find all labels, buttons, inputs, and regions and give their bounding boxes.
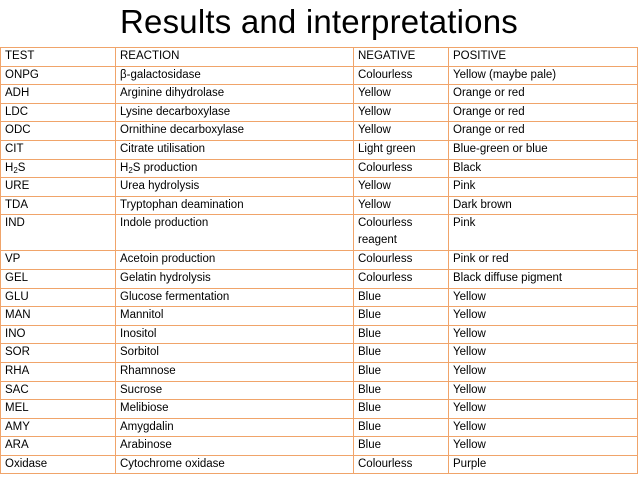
table-row (1, 400, 638, 419)
cell-negative: Colourless (354, 66, 449, 85)
cell-reaction: Tryptophan deamination (116, 196, 354, 215)
cell-negative: Colourless (354, 251, 449, 270)
cell-positive: Yellow (449, 437, 638, 456)
cell-test: INO (1, 325, 116, 344)
cell-test: SAC (1, 381, 116, 400)
cell-test: GLU (1, 288, 116, 307)
table-row (1, 85, 638, 104)
cell-positive: Yellow (449, 344, 638, 363)
cell-test: GEL (1, 269, 116, 288)
results-table (0, 47, 638, 474)
cell-negative: Light green (354, 140, 449, 159)
cell-reaction: Cytochrome oxidase (116, 455, 354, 474)
cell-positive: Yellow (449, 307, 638, 326)
table-row (1, 196, 638, 215)
cell-test: CIT (1, 140, 116, 159)
cell-reaction: Arginine dihydrolase (116, 85, 354, 104)
cell-negative: Colourless (354, 269, 449, 288)
cell-positive: Orange or red (449, 85, 638, 104)
cell-negative: Blue (354, 400, 449, 419)
table-row (1, 288, 638, 307)
cell-reaction: Rhamnose (116, 362, 354, 381)
table-row (1, 455, 638, 474)
table-row (1, 269, 638, 288)
header-positive: POSITIVE (449, 48, 638, 67)
cell-positive: Yellow (449, 362, 638, 381)
h2s-s: S (17, 161, 26, 174)
cell-test: URE (1, 178, 116, 197)
table-row (1, 307, 638, 326)
h2s-h: H (120, 161, 129, 174)
table-row (1, 66, 638, 85)
cell-reaction: Sorbitol (116, 344, 354, 363)
table-row (1, 159, 638, 178)
cell-test: IND (1, 215, 116, 251)
cell-reaction: Arabinose (116, 437, 354, 456)
cell-positive: Pink or red (449, 251, 638, 270)
cell-reaction: Urea hydrolysis (116, 178, 354, 197)
cell-reaction: Lysine decarboxylase (116, 103, 354, 122)
cell-positive: Yellow (maybe pale) (449, 66, 638, 85)
cell-reaction: Ornithine decarboxylase (116, 122, 354, 141)
cell-positive: Pink (449, 215, 638, 251)
table-row (1, 178, 638, 197)
cell-positive: Yellow (449, 325, 638, 344)
table-row (1, 418, 638, 437)
header-reaction: REACTION (116, 48, 354, 67)
table-row (1, 140, 638, 159)
h2s-subscript: 2 (13, 165, 18, 175)
cell-reaction: Sucrose (116, 381, 354, 400)
header-test: TEST (1, 48, 116, 67)
cell-reaction: Mannitol (116, 307, 354, 326)
cell-reaction: Inositol (116, 325, 354, 344)
cell-positive: Pink (449, 178, 638, 197)
cell-reaction: β-galactosidase (116, 66, 354, 85)
table-row (1, 344, 638, 363)
table-row (1, 215, 638, 251)
wrapped-text: Colourless reagent (358, 217, 413, 247)
cell-negative: Blue (354, 344, 449, 363)
cell-test: LDC (1, 103, 116, 122)
cell-positive: Black (449, 159, 638, 178)
cell-test (1, 159, 116, 178)
cell-negative: Yellow (354, 122, 449, 141)
cell-negative: Yellow (354, 85, 449, 104)
table-header-row (1, 48, 638, 67)
cell-negative: Blue (354, 381, 449, 400)
cell-test: ARA (1, 437, 116, 456)
table-row (1, 381, 638, 400)
cell-positive: Blue-green or blue (449, 140, 638, 159)
cell-negative: Yellow (354, 178, 449, 197)
cell-reaction: Citrate utilisation (116, 140, 354, 159)
cell-negative: Blue (354, 325, 449, 344)
h2s-subscript: 2 (128, 165, 133, 175)
cell-test: SOR (1, 344, 116, 363)
cell-negative: Blue (354, 307, 449, 326)
h2s-production-text: S production (132, 161, 198, 174)
cell-negative: Blue (354, 288, 449, 307)
cell-positive: Dark brown (449, 196, 638, 215)
cell-test: Oxidase (1, 455, 116, 474)
cell-reaction: Amygdalin (116, 418, 354, 437)
cell-positive: Yellow (449, 288, 638, 307)
cell-positive: Black diffuse pigment (449, 269, 638, 288)
cell-test: TDA (1, 196, 116, 215)
cell-negative: Colourless (354, 159, 449, 178)
table-row (1, 122, 638, 141)
table-row (1, 325, 638, 344)
cell-reaction: Indole production (116, 215, 354, 251)
cell-negative: Colourless (354, 455, 449, 474)
cell-negative: Blue (354, 362, 449, 381)
h2s-h: H (5, 161, 14, 174)
cell-reaction: Acetoin production (116, 251, 354, 270)
cell-negative: Yellow (354, 196, 449, 215)
cell-reaction: Melibiose (116, 400, 354, 419)
table-row (1, 103, 638, 122)
cell-positive: Orange or red (449, 103, 638, 122)
cell-test: MAN (1, 307, 116, 326)
cell-positive: Yellow (449, 400, 638, 419)
cell-test: ODC (1, 122, 116, 141)
cell-negative: Yellow (354, 103, 449, 122)
cell-negative: Blue (354, 437, 449, 456)
cell-test: RHA (1, 362, 116, 381)
table-row (1, 251, 638, 270)
cell-reaction (116, 159, 354, 178)
cell-positive: Orange or red (449, 122, 638, 141)
cell-positive: Yellow (449, 418, 638, 437)
table-row (1, 437, 638, 456)
cell-test: VP (1, 251, 116, 270)
slide-title: Results and interpretations (120, 3, 518, 40)
cell-positive: Yellow (449, 381, 638, 400)
cell-negative (354, 215, 449, 251)
cell-test: ADH (1, 85, 116, 104)
cell-reaction: Gelatin hydrolysis (116, 269, 354, 288)
cell-reaction: Glucose fermentation (116, 288, 354, 307)
table-row (1, 362, 638, 381)
cell-test: AMY (1, 418, 116, 437)
header-negative: NEGATIVE (354, 48, 449, 67)
cell-test: MEL (1, 400, 116, 419)
cell-test: ONPG (1, 66, 116, 85)
cell-positive: Purple (449, 455, 638, 474)
cell-negative: Blue (354, 418, 449, 437)
